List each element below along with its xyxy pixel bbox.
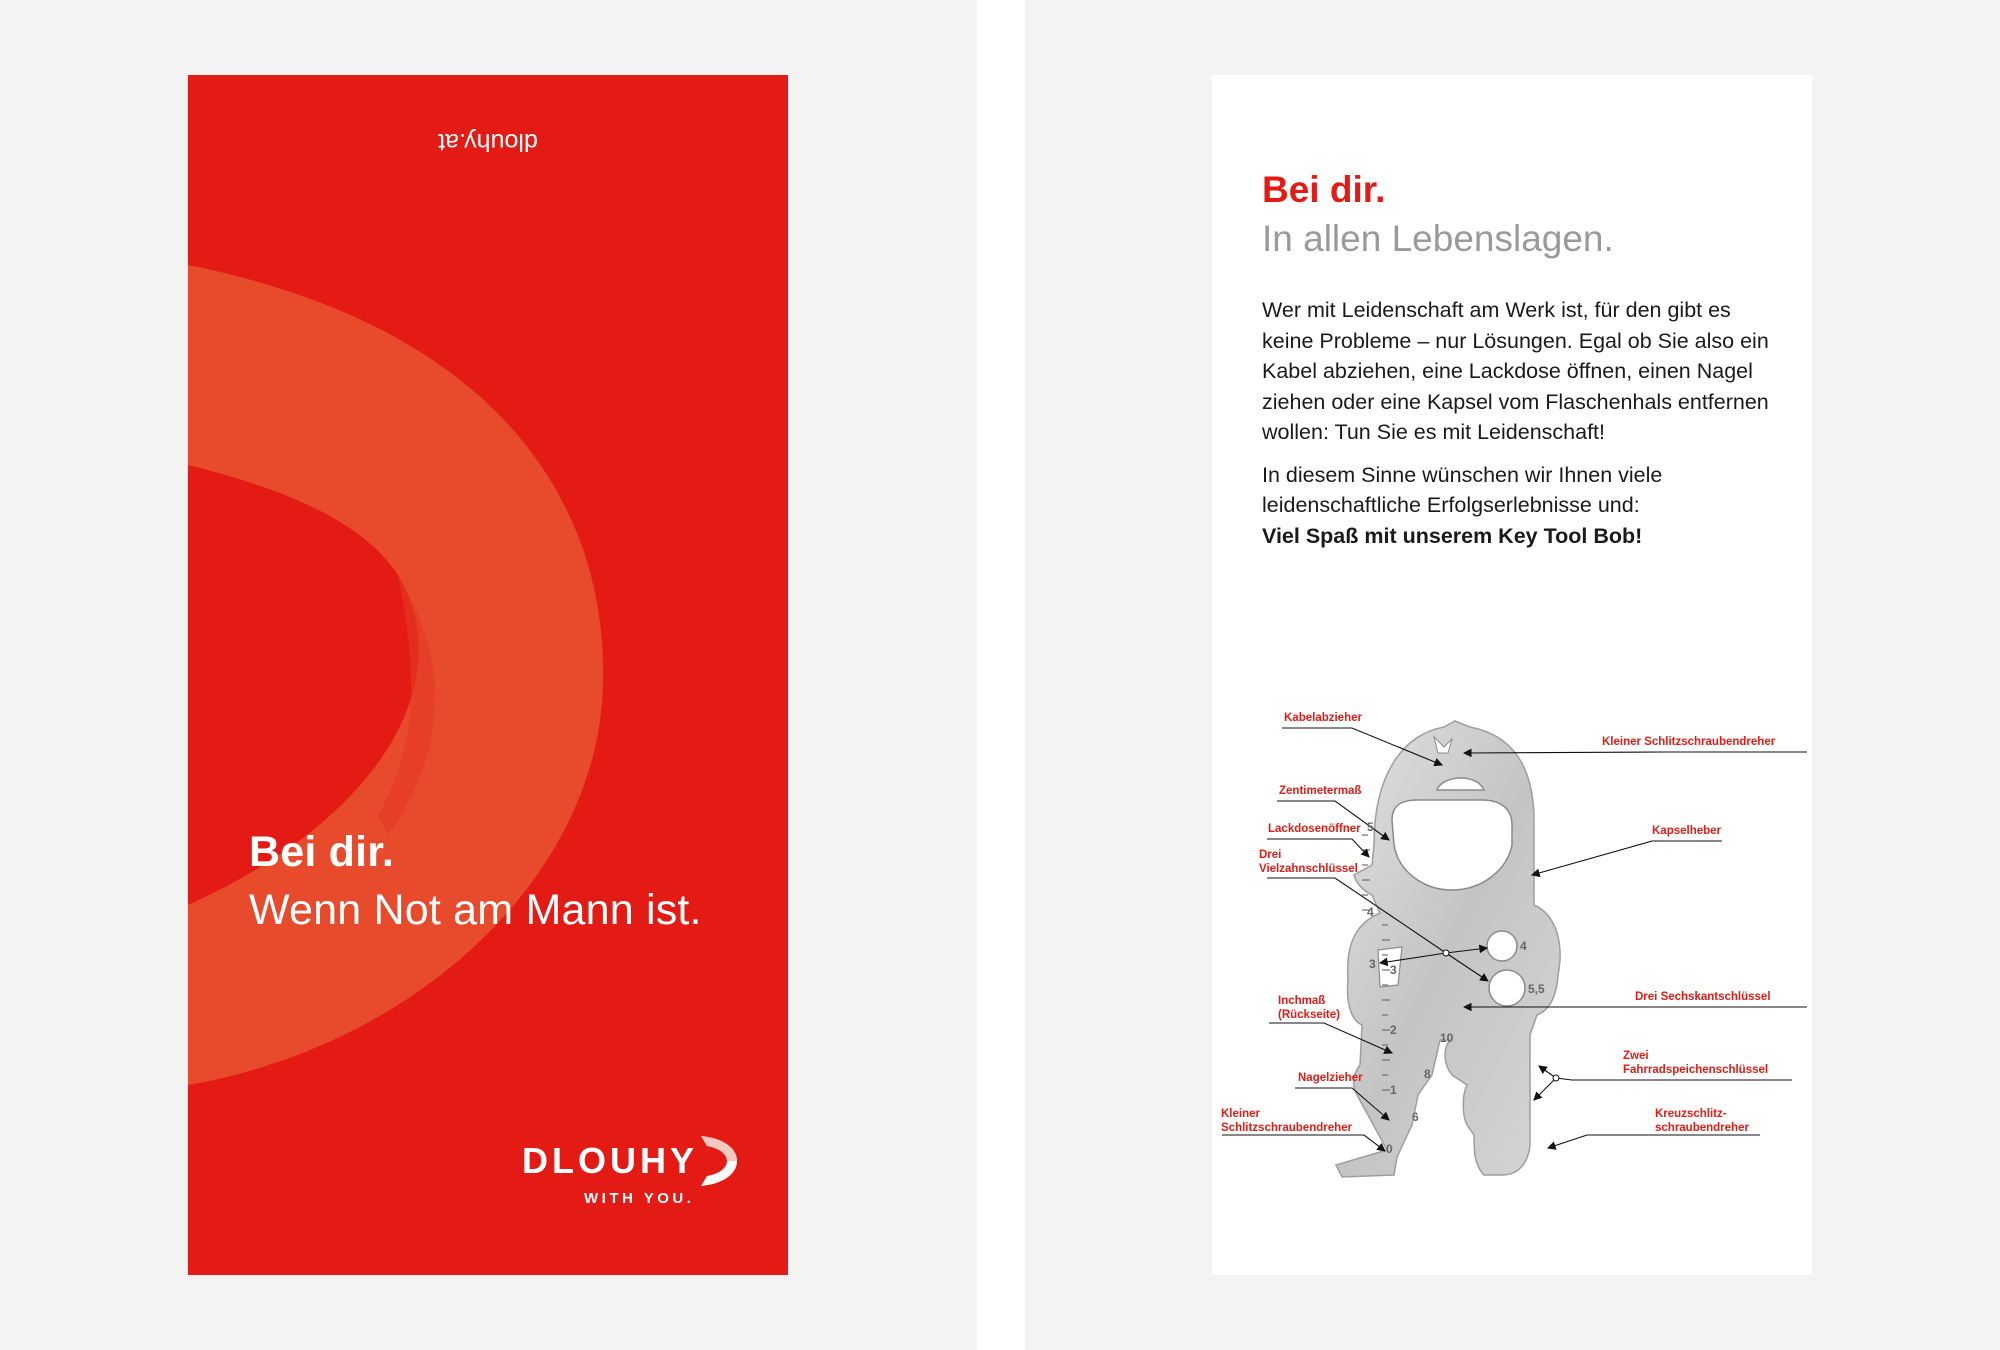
- label-kleiner-schlitz-bottom: [1221, 1107, 1352, 1135]
- tool-mark-1: 1: [1390, 1083, 1397, 1097]
- logo-chevron-icon: [697, 1134, 741, 1188]
- paragraph-2-bold: Viel Spaß mit unserem Key Tool Bob!: [1262, 523, 1643, 548]
- label-zentimetermass: Zentimetermaß: [1279, 785, 1362, 797]
- website-text: dlouhy.at: [438, 128, 538, 156]
- label-drei-vielzahn-2: Vielzahnschlüssel: [1259, 863, 1358, 875]
- label-zwei-fahrrad: [1623, 1049, 1768, 1077]
- label-kreuzschlitz-2: schraubendreher: [1655, 1122, 1749, 1134]
- tool-mark-4: 4: [1367, 905, 1374, 919]
- back-body-text: [1262, 295, 1782, 563]
- back-title-grey: In allen Lebenslagen.: [1262, 218, 1614, 259]
- back-card: [1212, 75, 1812, 1275]
- label-kreuzschlitz-1: Kreuzschlitz-: [1655, 1108, 1727, 1120]
- label-drei-vielzahn: [1259, 848, 1358, 876]
- tool-mark-55: 5,5: [1528, 982, 1545, 996]
- tool-mark-4b: 4: [1520, 939, 1527, 953]
- tool-mark-3: 3: [1390, 963, 1397, 977]
- tool-mark-2: 2: [1390, 1023, 1397, 1037]
- swoosh-shape: [188, 75, 788, 1275]
- tool-mark-10: 10: [1440, 1031, 1454, 1045]
- label-zwei-fahrrad-2: Fahrradspeichenschlüssel: [1623, 1064, 1769, 1076]
- paragraph-2: [1262, 460, 1782, 552]
- label-nagelzieher: Nagelzieher: [1298, 1072, 1363, 1084]
- label-zwei-fahrrad-1: Zwei: [1623, 1050, 1649, 1062]
- label-inchmass-1: Inchmaß: [1278, 995, 1326, 1007]
- tool-mark-3b: 3: [1369, 957, 1376, 971]
- label-drei-sechskant: Drei Sechskantschlüssel: [1635, 991, 1771, 1003]
- label-kleiner-schlitz-top: Kleiner Schlitzschraubendreher: [1602, 736, 1776, 748]
- label-kleiner-schlitz-bottom-1: Kleiner: [1221, 1108, 1260, 1120]
- tool-mark-6: 6: [1412, 1110, 1419, 1124]
- key-tool-diagram: [1212, 695, 1812, 1275]
- dlouhy-logo: [522, 1140, 742, 1220]
- headline-line-1: Bei dir.: [249, 828, 394, 876]
- logo-word: DLOUHY: [522, 1140, 698, 1181]
- front-headline: [249, 823, 702, 939]
- front-card: [188, 75, 788, 1275]
- tool-mark-0: 0: [1386, 1142, 1393, 1156]
- paragraph-1: Wer mit Leidenschaft am Werk ist, für den gibt es keine Probleme – nur Lösungen. Egal ob Sie also ein Kabel abziehen, eine Lackdose öffnen, einen Nagel ziehen oder eine Kapsel vom Flaschenhals entfernen wollen: Tun Sie es mit Leidenschaft!: [1262, 298, 1769, 444]
- label-inchmass: [1278, 994, 1340, 1022]
- paragraph-2-text: In diesem Sinne wünschen wir Ihnen viele leidenschaftliche Erfolgserlebnisse und:: [1262, 462, 1663, 517]
- back-title-red: Bei dir.: [1262, 169, 1386, 210]
- logo-tagline: WITH YOU.: [584, 1190, 695, 1207]
- label-kapselheber: Kapselheber: [1652, 825, 1722, 837]
- tool-mark-8: 8: [1424, 1067, 1431, 1081]
- label-inchmass-2: (Rückseite): [1278, 1009, 1340, 1021]
- label-kleiner-schlitz-bottom-2: Schlitzschraubendreher: [1221, 1122, 1353, 1134]
- label-kabelabzieher: Kabelabzieher: [1284, 712, 1362, 724]
- tool-mark-5: 5: [1367, 820, 1374, 834]
- label-drei-vielzahn-1: Drei: [1259, 849, 1282, 861]
- label-kreuzschlitz: [1655, 1107, 1749, 1135]
- headline-line-2: Wenn Not am Mann ist.: [249, 886, 702, 934]
- label-lackdosenoeffner: Lackdosenöffner: [1268, 823, 1361, 835]
- key-tool-illustration: [1212, 695, 1812, 1275]
- page-divider: [977, 0, 1025, 1350]
